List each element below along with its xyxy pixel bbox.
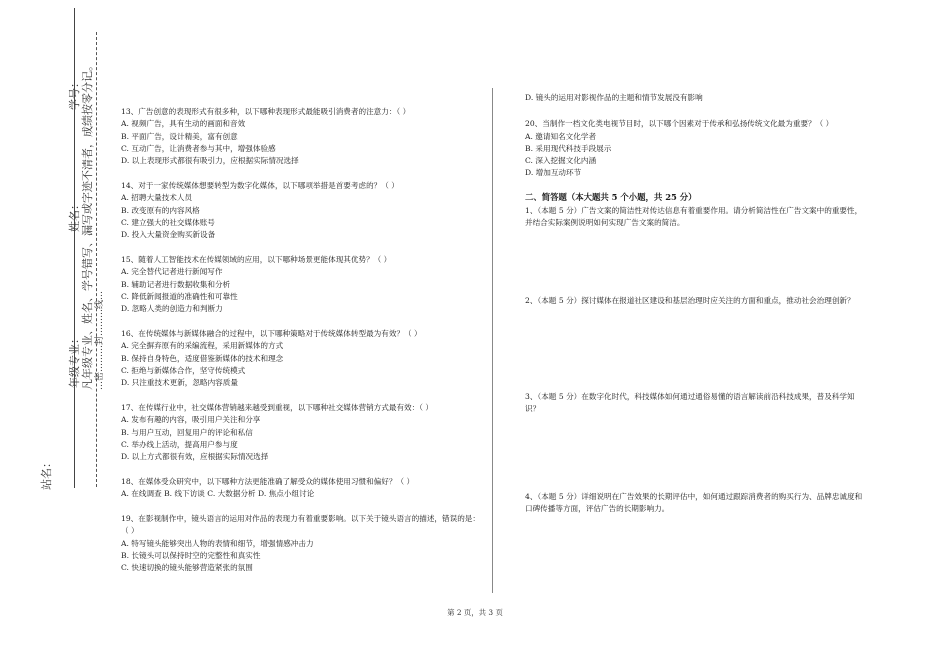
option: A. 在线调查 B. 线下访谈 C. 大数据分析 D. 焦点小组讨论 xyxy=(121,489,315,499)
option: D. 以上表现形式都很有吸引力，应根据实际情况选择 xyxy=(121,156,299,166)
column-divider xyxy=(492,88,493,593)
student-id-label: 学号： xyxy=(68,77,81,110)
short-answer-4 xyxy=(525,491,865,516)
question-14 xyxy=(121,180,481,241)
short-answer-stem: 2、（本题 5 分）探讨媒体在报道社区建设和基层治理时应关注的方面和重点，推动社会治理创新？ xyxy=(525,296,855,306)
station-label: 站名： xyxy=(40,457,53,490)
option: A. 视频广告，具有生动的画面和音效 xyxy=(121,119,246,129)
option: D. 以上方式都很有效，应根据实际情况选择 xyxy=(121,452,269,462)
option: A. 招聘大量技术人员 xyxy=(121,193,193,203)
name-label: 姓名： xyxy=(68,199,81,232)
question-stem: 16、在传统媒体与新媒体融合的过程中，以下哪种策略对于传统媒体转型最为有效？（ ） xyxy=(121,328,422,338)
section-title: 二、简答题（本大题共 5 个小题，共 25 分） xyxy=(525,191,697,202)
short-answer-1 xyxy=(525,205,865,295)
option: D. 增加互动环节 xyxy=(525,168,582,178)
binding-margin xyxy=(0,0,115,672)
short-answer-stem: 3、（本题 5 分）在数字化时代，科技媒体如何通过通俗易懂的语言解读前沿科技成果，普及科学知识？ xyxy=(525,392,855,414)
question-16 xyxy=(121,328,481,389)
option: C. 建立强大的社交媒体账号 xyxy=(121,217,215,227)
grade-major-label: 年级专业： xyxy=(68,333,81,388)
option: B. 平面广告，设计精美，富有创意 xyxy=(121,131,238,141)
option: A. 发布有趣的内容，吸引用户关注和分享 xyxy=(121,415,261,425)
question-15 xyxy=(121,254,481,315)
option: C. 快速切换的镜头能够营造紧张的氛围 xyxy=(121,563,253,573)
warning-text: 凡年级专业、姓名、学号错写、漏写或字迹不清者，成绩按零分记。 xyxy=(81,60,94,390)
option: C. 深入挖掘文化内涵 xyxy=(525,156,597,166)
binding-dashed-line xyxy=(96,32,97,487)
left-column xyxy=(121,92,481,575)
right-column xyxy=(525,92,865,516)
question-20 xyxy=(525,118,865,179)
option: C. 降低新闻报道的准确性和可靠性 xyxy=(121,291,238,301)
option: B. 改变原有的内容风格 xyxy=(121,205,200,215)
question-13 xyxy=(121,106,481,167)
option: B. 辅助记者进行数据收集和分析 xyxy=(121,279,231,289)
carry-over-option: D. 镜头的运用对影视作品的主题和情节发展没有影响 xyxy=(525,93,703,102)
question-stem: 19、在影视制作中，镜头语言的运用对作品的表现力有着重要影响。以下关于镜头语言的描述，错误的是：（ ） xyxy=(121,514,480,536)
option: C. 拒绝与新媒体合作，坚守传统模式 xyxy=(121,365,246,375)
option: B. 采用现代科技手段展示 xyxy=(525,143,612,153)
option: B. 与用户互动，回复用户的评论和私信 xyxy=(121,427,253,437)
option: B. 长镜头可以保持时空的完整性和真实性 xyxy=(121,550,261,560)
option: A. 完全替代记者进行新闻写作 xyxy=(121,267,223,277)
option: D. 只注重技术更新，忽略内容质量 xyxy=(121,378,238,388)
option: A. 邀请知名文化学者 xyxy=(525,131,597,141)
option: C. 举办线上活动，提高用户参与度 xyxy=(121,439,238,449)
question-stem: 13、广告创意的表现形式有很多种，以下哪种表现形式最能吸引消费者的注意力：（ ） xyxy=(121,107,411,116)
question-stem: 15、随着人工智能技术在传媒领域的应用，以下哪种场景更能体现其优势？（ ） xyxy=(121,254,392,264)
question-stem: 14、对于一家传统媒体想要转型为数字化媒体，以下哪项举措是首要考虑的？（ ） xyxy=(121,180,399,190)
option: D. 投入大量资金购买新设备 xyxy=(121,230,216,240)
option: D. 忽略人类的创造力和判断力 xyxy=(121,304,223,314)
short-answer-stem: 1、（本题 5 分）广告文案的简洁性对传达信息有着重要作用。请分析简洁性在广告文案中的重要性，并结合实际案例说明如何实现广告文案的简洁。 xyxy=(525,206,863,228)
page-footer: 第 2 页，共 3 页 xyxy=(447,608,503,617)
option: A. 完全摒弃原有的采编流程，采用新媒体的方式 xyxy=(121,341,284,351)
question-stem: 17、在传媒行业中，社交媒体营销越来越受到重视，以下哪种社交媒体营销方式最有效：（ ） xyxy=(121,402,434,412)
option: B. 保持自身特色，适度借鉴新媒体的技术和理念 xyxy=(121,353,284,363)
option: A. 特写镜头能够突出人物的表情和细节，增强情感冲击力 xyxy=(121,538,314,548)
short-answer-stem: 4、（本题 5 分）详细说明在广告效果的长期评估中，如何通过跟踪消费者的购买行为、品牌忠诚度和口碑传播等方面，评估广告的长期影响力。 xyxy=(525,492,863,514)
option: C. 互动广告，让消费者参与其中，增强体验感 xyxy=(121,143,276,153)
question-17 xyxy=(121,402,481,463)
question-stem: 20、当制作一档文化类电视节目时，以下哪个因素对于传承和弘扬传统文化最为重要？（ ） xyxy=(525,119,834,129)
question-18 xyxy=(121,476,481,501)
seal-line-text: …密………封………线… xyxy=(95,290,105,390)
short-answer-3 xyxy=(525,391,865,491)
question-stem: 18、在媒体受众研究中，以下哪种方法更能准确了解受众的媒体使用习惯和偏好？（ ） xyxy=(121,476,415,486)
short-answer-2 xyxy=(525,295,865,391)
question-19 xyxy=(121,513,481,574)
